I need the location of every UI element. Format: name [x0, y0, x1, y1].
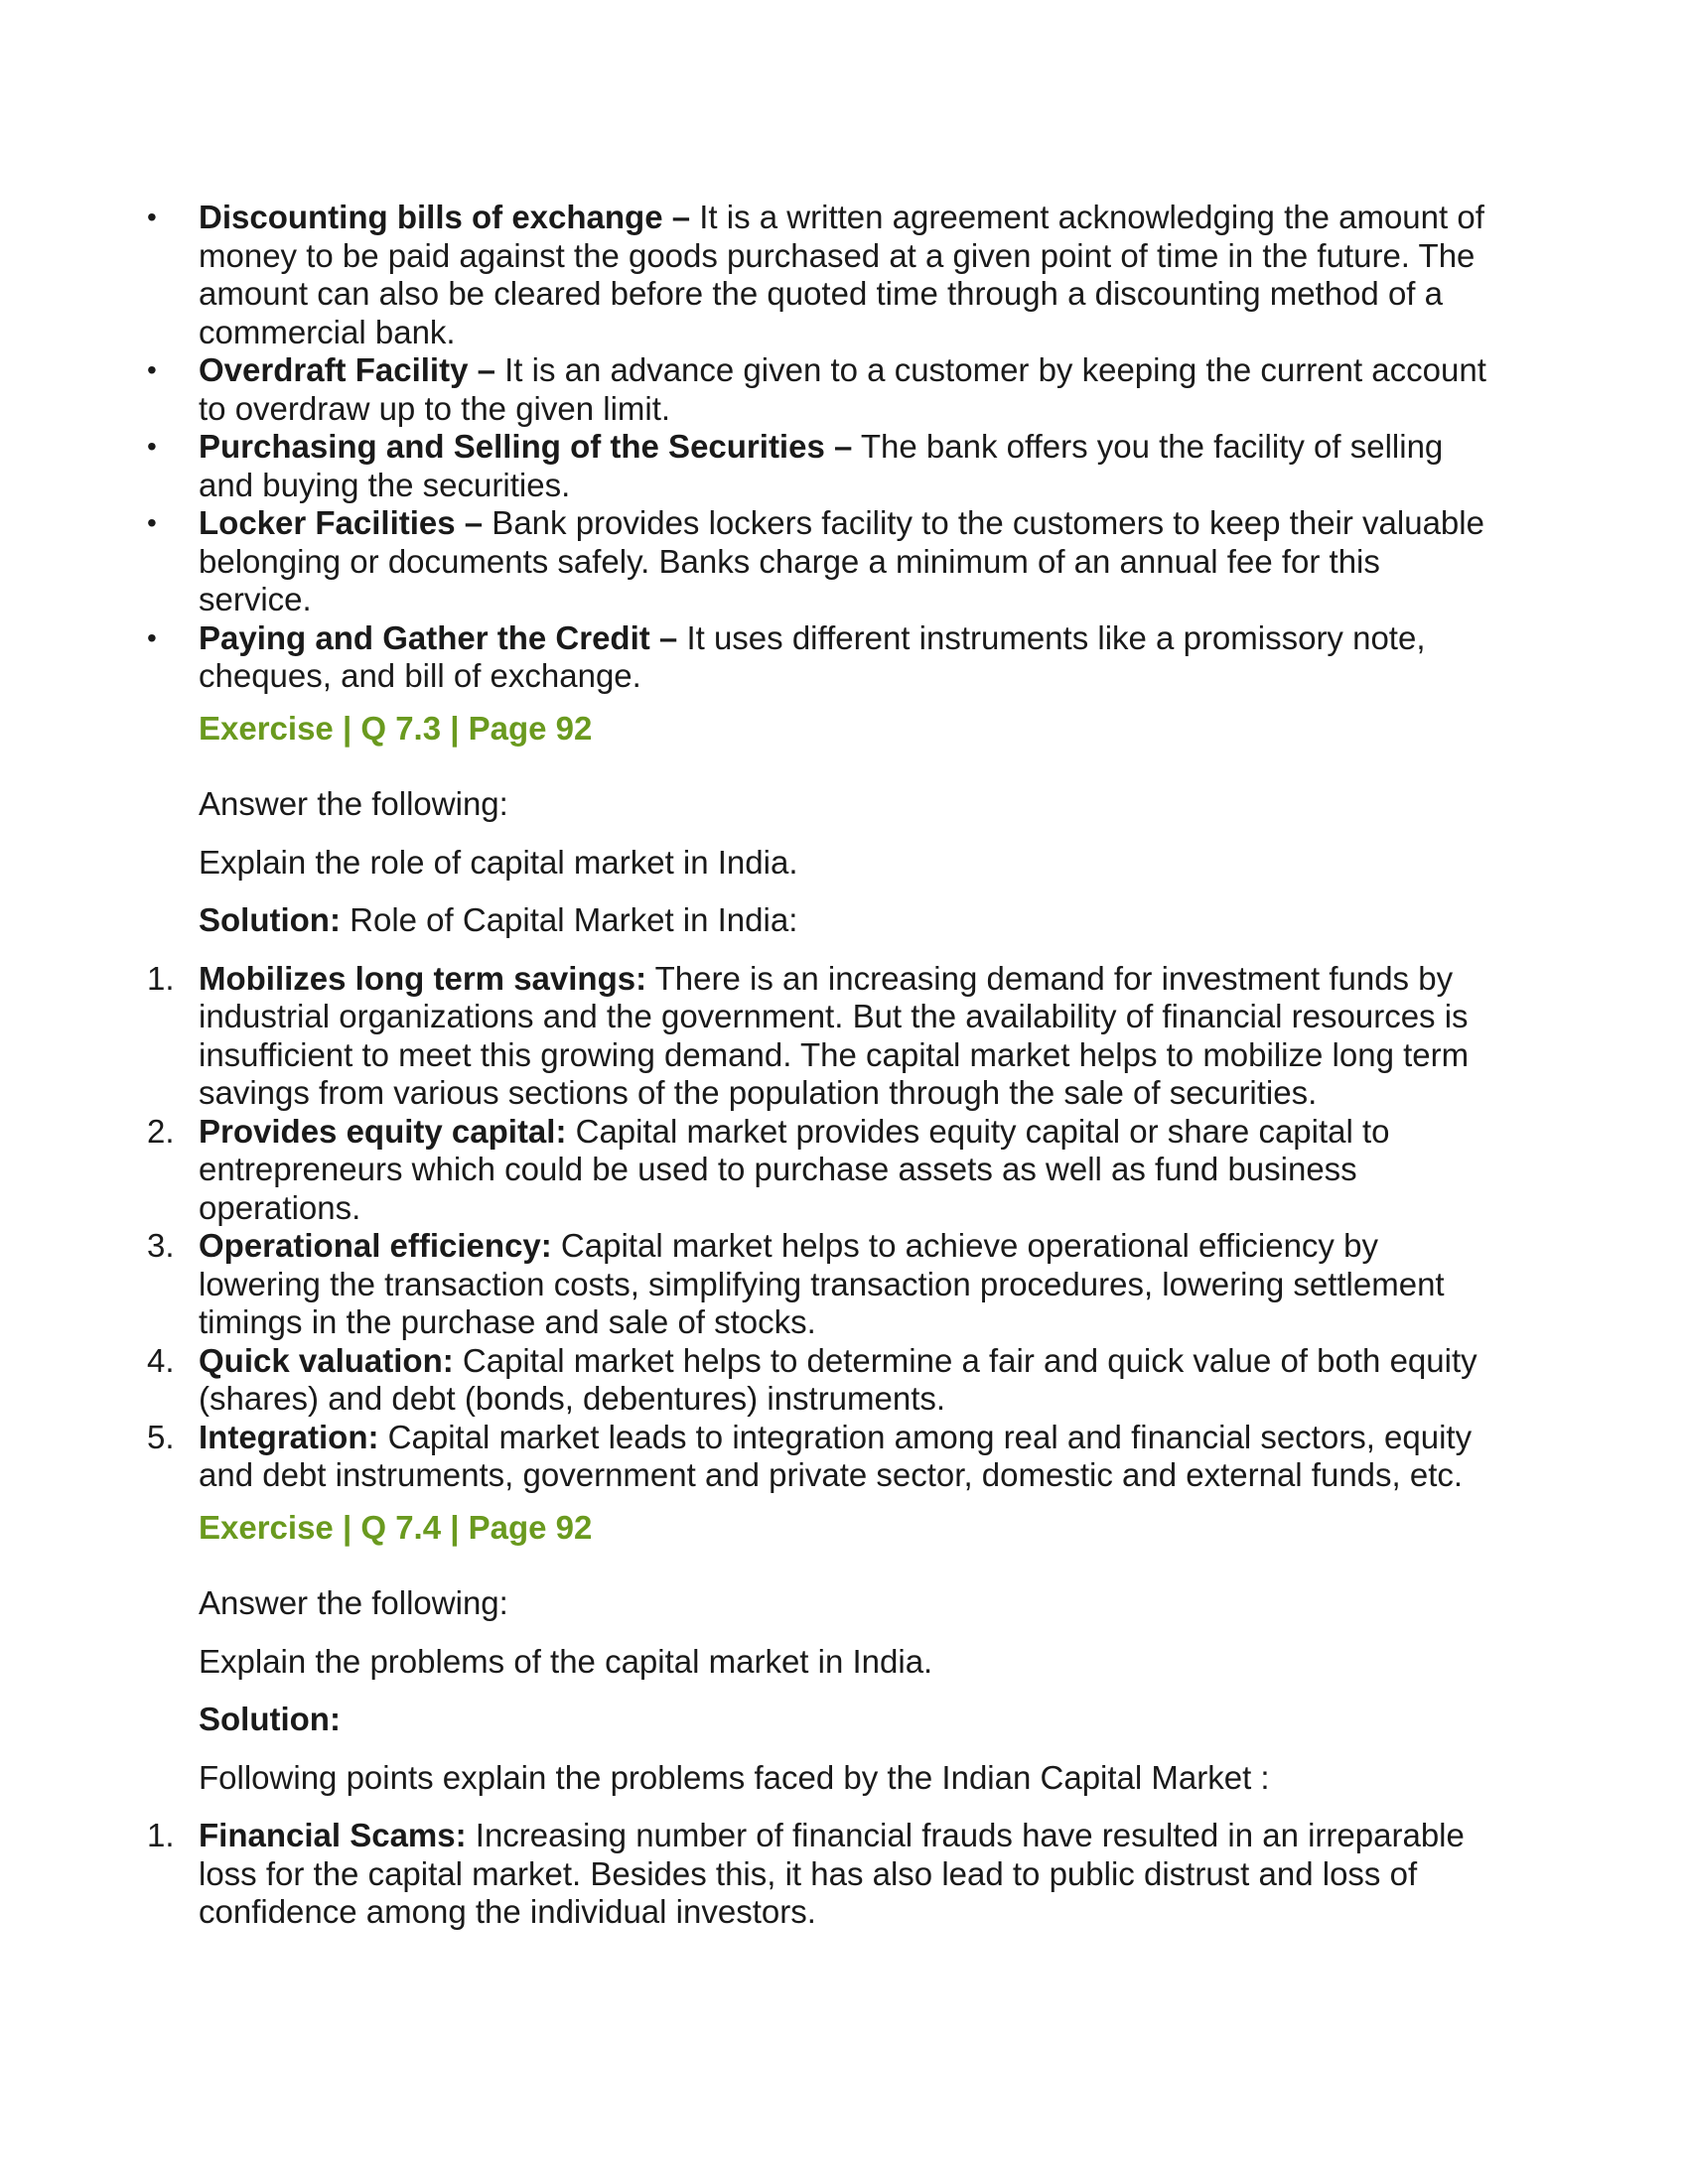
solution-label: Solution: [199, 1701, 341, 1737]
question-text: Explain the role of capital market in India. [199, 843, 798, 881]
list-item [147, 504, 1494, 619]
question-text: Explain the problems of the capital market in India. [199, 1642, 933, 1680]
list-item [147, 959, 1494, 1113]
item-text: Capital market provides equity capital or share capital to entrepreneurs which could be used to purchase assets as well as fund business operations. [199, 1112, 1390, 1226]
item-term: Quick valuation: [199, 1341, 454, 1379]
instruction-text: Answer the following: [199, 1584, 508, 1621]
list-item [147, 428, 1494, 504]
item-term: Overdraft Facility – [199, 351, 495, 388]
item-text: Increasing number of financial frauds have resulted in an irreparable loss for the capital market. Besides this, it has also lead to public distrust and loss of confidence among the individual investors. [199, 1817, 1465, 1930]
item-term: Purchasing and Selling of the Securities – [199, 428, 853, 465]
bullet-glyph: • [147, 507, 157, 538]
item-text: The bank offers you the facility of selling and buying the securities. [199, 428, 1444, 503]
bullet-glyph: • [147, 621, 157, 653]
list-item [147, 1817, 1494, 1932]
item-term: Provides equity capital: [199, 1112, 567, 1150]
item-text: It is a written agreement acknowledging the amount of money to be paid against the goods purchased at a given point of time in the future. The amount can also be cleared before the quoted time through a discounting method of a commercial bank. [199, 199, 1484, 350]
item-term: Mobilizes long term savings: [199, 959, 647, 997]
item-term: Financial Scams: [199, 1817, 467, 1853]
page-content [147, 199, 1494, 1932]
solution-intro: Following points explain the problems faced by the Indian Capital Market : [199, 1758, 1270, 1796]
item-number: 1. [147, 1817, 175, 1853]
list-item [147, 1112, 1494, 1228]
solution-line [199, 901, 1494, 940]
bullet-glyph: • [147, 431, 157, 462]
capital-market-role-list [147, 959, 1494, 1495]
list-item [147, 618, 1494, 696]
bullet-glyph: • [147, 202, 157, 232]
exercise-heading-q7-4: Exercise | Q 7.4 | Page 92 [199, 1508, 593, 1546]
item-term: Operational efficiency: [199, 1227, 552, 1264]
solution-text: Role of Capital Market in India: [340, 901, 798, 938]
list-item [147, 1418, 1494, 1495]
item-text: It is an advance given to a customer by keeping the current account to overdraw up to the given limit. [199, 351, 1486, 427]
item-text: Capital market helps to determine a fair and quick value of both equity (shares) and debt (bonds, debentures) instruments. [199, 1341, 1477, 1417]
item-term: Discounting bills of exchange – [199, 199, 691, 235]
bullet-glyph: • [147, 354, 157, 385]
item-term: Locker Facilities – [199, 504, 484, 541]
list-item [147, 1341, 1494, 1419]
item-number: 3. [147, 1227, 175, 1264]
item-number: 4. [147, 1341, 175, 1379]
item-text: There is an increasing demand for investment funds by industrial organizations and the government. But the availability of financial resources is insufficient to meet this growing demand. The capital market helps to mobilize long term savings from various sections of the population through the sale of securities. [199, 959, 1470, 1111]
item-text: Capital market helps to achieve operational efficiency by lowering the transaction costs, simplifying transaction procedures, lowering settlement timings in the purchase and sale of stocks. [199, 1227, 1445, 1340]
capital-market-problems-list [147, 1817, 1494, 1932]
item-number: 2. [147, 1112, 175, 1150]
item-number: 1. [147, 959, 175, 997]
instruction-text: Answer the following: [199, 785, 508, 822]
item-term: Paying and Gather the Credit – [199, 618, 678, 656]
item-number: 5. [147, 1418, 175, 1455]
item-text: It uses different instruments like a promissory note, cheques, and bill of exchange. [199, 618, 1426, 694]
exercise-heading-q7-3: Exercise | Q 7.3 | Page 92 [199, 709, 593, 747]
list-item [147, 199, 1494, 351]
item-text: Capital market leads to integration among real and financial sectors, equity and debt instruments, government and private sector, domestic and external funds, etc. [199, 1418, 1473, 1493]
solution-label: Solution: [199, 901, 341, 938]
item-term: Integration: [199, 1418, 379, 1455]
item-text: Bank provides lockers facility to the customers to keep their valuable belonging or documents safely. Banks charge a minimum of an annual fee for this service. [199, 504, 1484, 617]
list-item [147, 351, 1494, 428]
banking-functions-list [147, 199, 1494, 696]
list-item [147, 1227, 1494, 1342]
